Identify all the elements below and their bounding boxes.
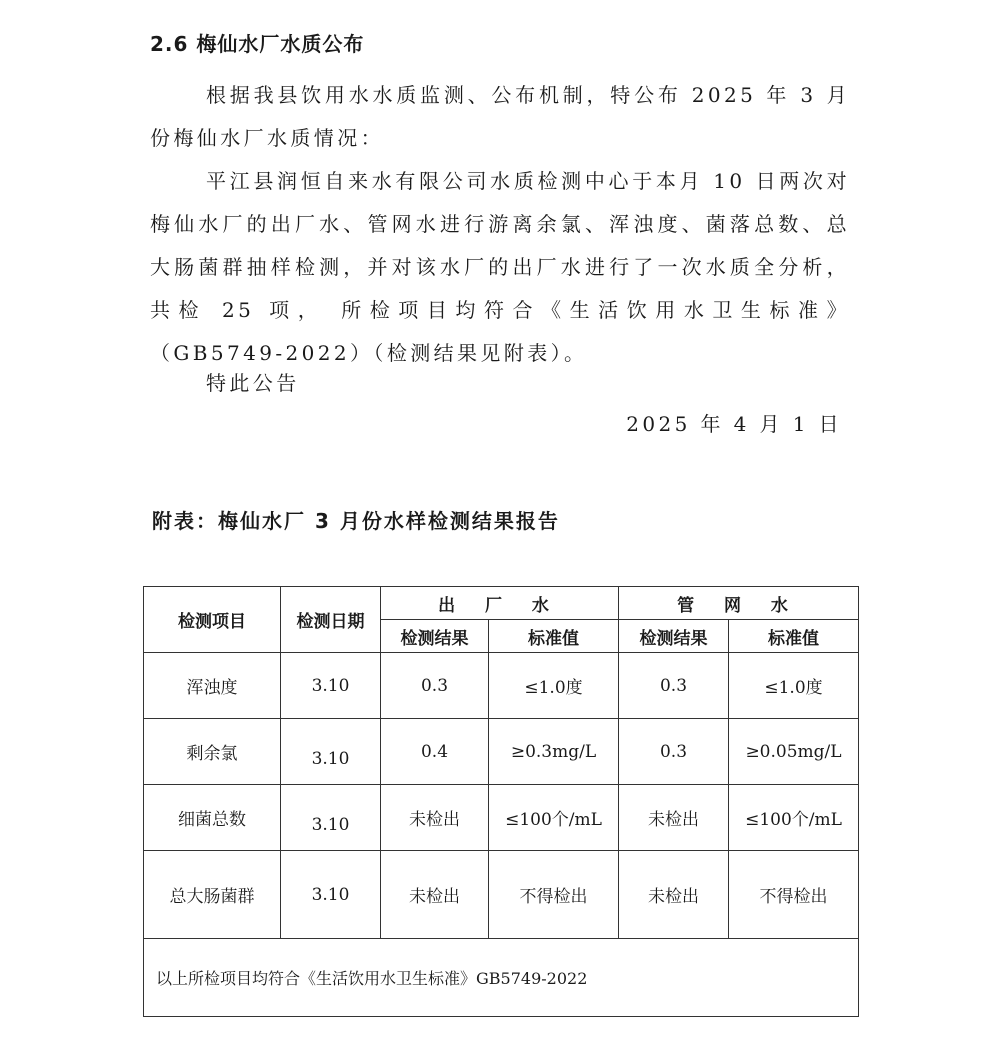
cell-date (281, 719, 381, 785)
cell-network-standard: ≥0.05mg/L (729, 719, 859, 785)
cell-network-standard: 不得检出 (729, 851, 859, 939)
table-row (144, 719, 859, 785)
cell-network-standard: ≤100个/mL (729, 785, 859, 851)
table-footer-note: 以上所检项目均符合《生活饮用水卫生标准》GB5749-2022 (144, 939, 859, 1017)
cell-item: 总大肠菌群 (144, 851, 281, 939)
table-footer-row (144, 939, 859, 1017)
table-header-row (144, 587, 859, 620)
header-network-result: 检测结果 (619, 620, 729, 653)
paragraph-details: 平江县润恒自来水有限公司水质检测中心于本月 10 日两次对梅仙水厂的出厂水、管网水进行游离余氯、浑浊度、菌落总数、总大肠菌群抽样检测，并对该水厂的出厂水进行了一次水质全分析，共检 25 项， 所检项目均符合《生活饮用水卫生标准》（GB5749-2022）（检测结果见附表）。 (150, 169, 850, 365)
header-date: 检测日期 (281, 587, 381, 653)
cell-date: 3.10 (281, 653, 381, 719)
cell-factory-result: 0.4 (381, 719, 489, 785)
announcement-date: 2025 年 4 月 1 日 (626, 412, 842, 436)
cell-factory-result: 未检出 (381, 785, 489, 851)
cell-factory-standard: ≥0.3mg/L (489, 719, 619, 785)
cell-item: 浑浊度 (144, 653, 281, 719)
table-row (144, 653, 859, 719)
cell-network-result: 未检出 (619, 785, 729, 851)
header-network-standard: 标准值 (729, 620, 859, 653)
cell-factory-standard: 不得检出 (489, 851, 619, 939)
header-factory-result: 检测结果 (381, 620, 489, 653)
results-table (143, 586, 859, 1017)
cell-date: 3.10 (281, 851, 381, 939)
section-heading: 2.6 梅仙水厂水质公布 (150, 32, 365, 56)
cell-factory-standard: ≤100个/mL (489, 785, 619, 851)
header-factory-standard: 标准值 (489, 620, 619, 653)
cell-factory-standard: ≤1.0度 (489, 653, 619, 719)
table-title: 附表：梅仙水厂 3 月份水样检测结果报告 (152, 509, 560, 533)
paragraph-intro: 根据我县饮用水水质监测、公布机制，特公布 2025 年 3 月份梅仙水厂水质情况： (150, 83, 850, 150)
table-row (144, 785, 859, 851)
cell-item: 细菌总数 (144, 785, 281, 851)
cell-factory-result: 未检出 (381, 851, 489, 939)
cell-network-standard: ≤1.0度 (729, 653, 859, 719)
header-item: 检测项目 (144, 587, 281, 653)
cell-date-text: 3.10 (311, 814, 350, 835)
cell-network-result: 未检出 (619, 851, 729, 939)
header-factory-water: 出 厂 水 (381, 587, 619, 620)
header-network-water: 管 网 水 (619, 587, 859, 620)
table-row (144, 851, 859, 939)
cell-factory-result: 0.3 (381, 653, 489, 719)
cell-date-text: 3.10 (311, 748, 350, 769)
cell-date (281, 785, 381, 851)
paragraph-closing: 特此公告 (206, 371, 300, 395)
cell-network-result: 0.3 (619, 719, 729, 785)
cell-network-result: 0.3 (619, 653, 729, 719)
cell-item: 剩余氯 (144, 719, 281, 785)
